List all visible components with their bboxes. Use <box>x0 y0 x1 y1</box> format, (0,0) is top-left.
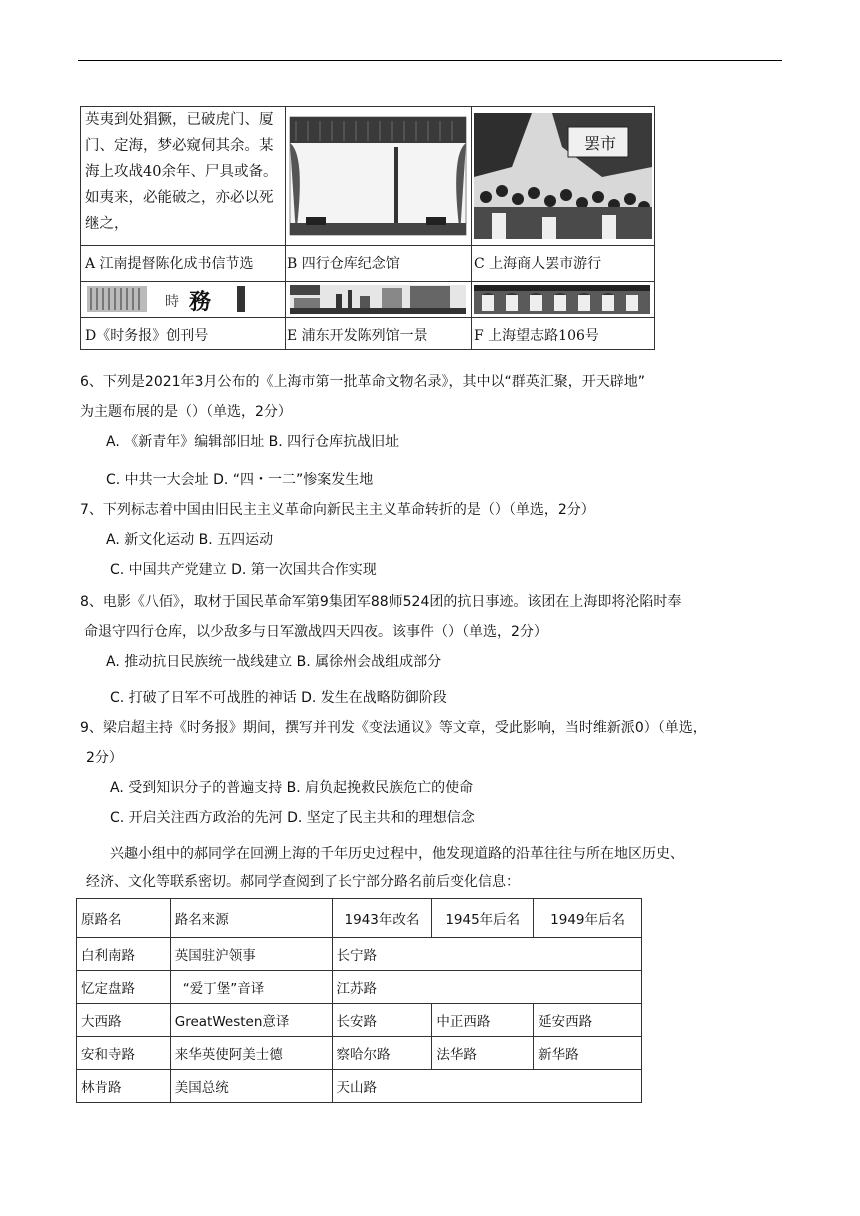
q7-stem-1: 7、下列标志着中国由旧民主主义革命向新民主主义革命转折的是（）（单选，2分） <box>80 502 595 518</box>
table-row <box>77 971 642 1004</box>
q6-stem-2: 为主题布展的是（）（单选，2分） <box>80 404 292 420</box>
table-cell: 美国总统 <box>170 1070 332 1103</box>
table-cell: 林肯路 <box>77 1070 171 1103</box>
table-header: 路名来源 <box>170 899 332 938</box>
q9-options-cd: C. 开启关注西方政治的先河 D. 坚定了民主共和的理想信念 <box>110 810 475 826</box>
intro-line-1: 兴趣小组中的郝同学在回溯上海的千年历史过程中，他发现道路的沿革往往与所在地区历史、 <box>110 846 684 862</box>
table-row <box>77 1037 642 1070</box>
table-cell: 白利南路 <box>77 938 171 971</box>
road-names-table <box>76 898 642 1103</box>
table-header: 1945年后名 <box>432 899 534 938</box>
letter-excerpt-text: 英夷到处猖獗，已破虎门、厦门、定海，梦必窥伺其余。某海上攻战40余年、尸具或备。如夷来，必能破之，亦必以死继之， <box>85 112 278 232</box>
table-cell: 来华英使阿美士德 <box>170 1037 332 1070</box>
q6-options-cd: C. 中共一大会址 D. “四・一二”惨案发生地 <box>106 472 374 488</box>
table-cell: 大西路 <box>77 1004 171 1037</box>
caption-e: E 浦东开发陈列馆一景 <box>287 328 428 344</box>
caption-b: B 四行仓库纪念馆 <box>287 256 400 272</box>
table-header: 1943年改名 <box>332 899 432 938</box>
table-cell: 察哈尔路 <box>332 1037 432 1070</box>
masthead-char: 務 <box>189 289 212 315</box>
table-cell: 江苏路 <box>332 971 641 1004</box>
q8-options-cd: C. 打破了日军不可战胜的神话 D. 发生在战略防御阶段 <box>110 690 447 706</box>
caption-d: D《时务报》创刊号 <box>85 328 209 344</box>
building-image <box>472 282 656 317</box>
letter-excerpt-cell <box>81 107 285 245</box>
strike-photo <box>472 107 656 245</box>
table-header: 1949年后名 <box>534 899 642 938</box>
table-cell: “爱丁堡”音译 <box>170 971 332 1004</box>
q8-options-ab: A. 推动抗日民族统一战线建立 B. 属徐州会战组成部分 <box>106 654 442 670</box>
strike-sign-text: 罢市 <box>584 134 617 153</box>
table-cell: 安和寺路 <box>77 1037 171 1070</box>
image-grid <box>80 106 655 350</box>
memorial-photo <box>286 107 471 245</box>
table-cell: 长安路 <box>332 1004 432 1037</box>
table-cell: 英国驻沪领事 <box>170 938 332 971</box>
q8-stem-1: 8、电影《八佰》，取材于国民革命军第9集团军88师524团的抗日事迹。该团在上海即将沦陷时奉 <box>80 594 682 610</box>
exhibition-image <box>286 282 471 317</box>
table-cell: 中正西路 <box>432 1004 534 1037</box>
table-cell: 长宁路 <box>332 938 641 971</box>
table-cell: 忆定盘路 <box>77 971 171 1004</box>
table-cell: GreatWesten意译 <box>170 1004 332 1037</box>
q7-options-cd: C. 中国共产党建立 D. 第一次国共合作实现 <box>110 562 377 578</box>
table-row <box>77 1004 642 1037</box>
masthead-small-char: 時 <box>165 294 179 310</box>
table-cell: 延安西路 <box>534 1004 642 1037</box>
table-cell: 新华路 <box>534 1037 642 1070</box>
q7-options-ab: A. 新文化运动 B. 五四运动 <box>106 532 274 548</box>
q6-stem-1: 6、下列是2021年3月公布的《上海市第一批革命文物名录》，其中以“群英汇聚，开天辟地” <box>80 374 645 390</box>
caption-f: F 上海望志路106号 <box>474 328 599 344</box>
caption-c: C 上海商人罢市游行 <box>474 256 602 272</box>
q9-options-ab: A. 受到知识分子的普遍支持 B. 肩负起挽救民族危亡的使命 <box>110 780 474 796</box>
table-header: 原路名 <box>77 899 171 938</box>
table-cell: 天山路 <box>332 1070 641 1103</box>
table-cell: 法华路 <box>432 1037 534 1070</box>
caption-a: A 江南提督陈化成书信节选 <box>85 256 254 272</box>
strike-photo-image <box>472 107 656 245</box>
table-row <box>77 1070 642 1103</box>
q9-stem-1: 9、梁启超主持《时务报》期间，撰写并刊发《变法通议》等文章，受此影响，当时维新派0）（单选， <box>80 720 707 736</box>
grid-divider <box>81 245 654 246</box>
q6-options-ab: A. 《新青年》编辑部旧址 B. 四行仓库抗战旧址 <box>106 434 400 450</box>
q9-stem-2: 2分） <box>86 750 123 766</box>
grid-divider <box>81 317 654 318</box>
q8-stem-2: 命退守四行仓库，以少敌多与日军激战四天四夜。该事件（）（单选，2分） <box>84 624 548 640</box>
masthead-image <box>81 282 285 317</box>
table-header-row <box>77 899 642 938</box>
memorial-photo-image <box>286 107 471 245</box>
header-rule <box>78 60 782 61</box>
table-row <box>77 938 642 971</box>
intro-line-2: 经济、文化等联系密切。郝同学查阅到了长宁部分路名前后变化信息： <box>86 874 520 890</box>
